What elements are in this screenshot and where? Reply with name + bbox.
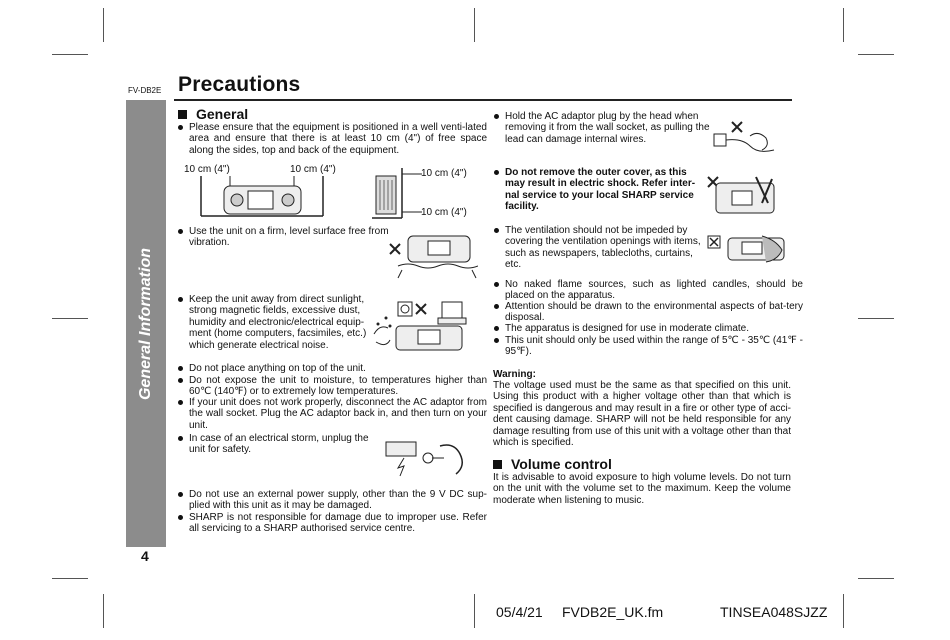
bullet-ventilation-impeded: The ventilation should not be impeded by covering the ventilation openings with items, such as newspapers, tablecloths, curtains, etc. xyxy=(493,225,705,271)
front-clearance-illustration xyxy=(200,172,325,222)
bullet-naked-flame: No naked flame sources, such as lighted candles, should be placed on the apparatus. xyxy=(493,279,803,302)
dim-label-side-top: 10 cm (4") xyxy=(421,168,467,179)
bullet-nothing-on-top: Do not place anything on top of the unit. xyxy=(177,363,487,374)
bullet-electrical-storm: In case of an electrical storm, unplug the unit for safety. xyxy=(177,433,379,456)
crop-mark xyxy=(858,54,894,55)
square-bullet-icon xyxy=(178,110,187,119)
crop-mark xyxy=(858,578,894,579)
side-clearance-illustration xyxy=(372,166,424,222)
crop-mark xyxy=(52,318,88,319)
bullet-outer-cover: Do not remove the outer cover, as this may result in electric shock. Refer inter-nal service to your local SHARP service facility. xyxy=(493,167,709,213)
covered-vents-illustration xyxy=(706,232,790,266)
section-heading-volume-text: Volume control xyxy=(511,456,612,472)
section-heading-general xyxy=(178,106,248,122)
page-number: 4 xyxy=(141,548,149,564)
section-heading-volume xyxy=(493,456,612,472)
interference-illustration xyxy=(370,298,478,356)
crop-mark xyxy=(843,594,844,628)
cover-removal-illustration xyxy=(706,173,782,217)
section-heading-general-text: General xyxy=(196,106,249,122)
storm-unplug-illustration xyxy=(384,438,476,478)
footer-date: 05/4/21 xyxy=(496,604,543,620)
crop-mark xyxy=(843,8,844,42)
dim-label-left: 10 cm (4") xyxy=(184,164,230,175)
bullet-sharp-responsibility: SHARP is not responsible for damage due to improper use. Refer all servicing to a SHARP authorised service centre. xyxy=(177,512,487,535)
page-title: Precautions xyxy=(178,73,301,96)
bullet-keep-away: Keep the unit away from direct sunlight, strong magnetic fields, excessive dust, humidity and electronic/electrical equip-ment (home computers, facsimiles, etc.) which generate electrical noise. xyxy=(177,294,379,351)
footer-code: TINSEA048SJZZ xyxy=(720,604,828,620)
sidebar-label-text: General Information xyxy=(137,247,154,400)
crop-mark xyxy=(52,578,88,579)
bullet-disconnect-adaptor: If your unit does not work properly, disconnect the AC adaptor from the wall socket. Plug the AC adaptor back in, and then turn on your unit. xyxy=(177,397,487,431)
bullet-temperature: Do not expose the unit to moisture, to temperatures higher than 60℃ (140℉) or to extremely low temperatures. xyxy=(177,375,487,398)
crop-mark xyxy=(103,594,104,628)
model-code: FV-DB2E xyxy=(128,86,162,95)
warning-text: The voltage used must be the same as that specified on this unit. Using this product with a higher voltage other than that which is specified is dangerous and may result in a fire or other type of acci-dent causing damage. SHARP will not be held responsible for any damage resulting from use of this unit with a voltage other than that which is specified. xyxy=(493,380,791,449)
volume-text: It is advisable to avoid exposure to high volume levels. Do not turn on the unit with the volume set to the maximum. Keep the volume moderate when listening to music. xyxy=(493,472,791,506)
crop-mark xyxy=(52,54,88,55)
dim-label-right: 10 cm (4") xyxy=(290,164,336,175)
crop-mark xyxy=(858,318,894,319)
crop-mark xyxy=(474,594,475,628)
pull-plug-illustration xyxy=(708,118,778,158)
sidebar-label xyxy=(126,100,166,547)
footer-filename: FVDB2E_UK.fm xyxy=(562,604,664,620)
title-rule xyxy=(174,99,792,101)
bullet-moderate-climate: The apparatus is designed for use in moderate climate. xyxy=(493,323,803,334)
warning-label: Warning: xyxy=(493,369,536,380)
crop-mark xyxy=(103,8,104,42)
square-bullet-icon xyxy=(493,460,502,469)
crop-mark xyxy=(474,8,475,42)
bullet-battery-disposal: Attention should be drawn to the environmental aspects of bat-tery disposal. xyxy=(493,301,803,324)
bullet-hold-plug: Hold the AC adaptor plug by the head when removing it from the wall socket, as pulling the lead can damage internal wires. xyxy=(493,111,715,145)
bullet-ventilation-space: Please ensure that the equipment is positioned in a well venti-lated area and ensure that there is at least 10 cm (4") of free space along the sides, top and back of the equipment. xyxy=(177,122,487,156)
dim-label-side-bottom: 10 cm (4") xyxy=(421,207,467,218)
vibration-illustration xyxy=(388,230,478,280)
bullet-temperature-range: This unit should only be used within the range of 5℃ - 35℃ (41℉ - 95℉). xyxy=(493,335,803,358)
bullet-external-power: Do not use an external power supply, other than the 9 V DC sup-plied with this unit as it may be damaged. xyxy=(177,489,487,512)
bullet-firm-surface: Use the unit on a firm, level surface free from vibration. xyxy=(177,226,399,249)
